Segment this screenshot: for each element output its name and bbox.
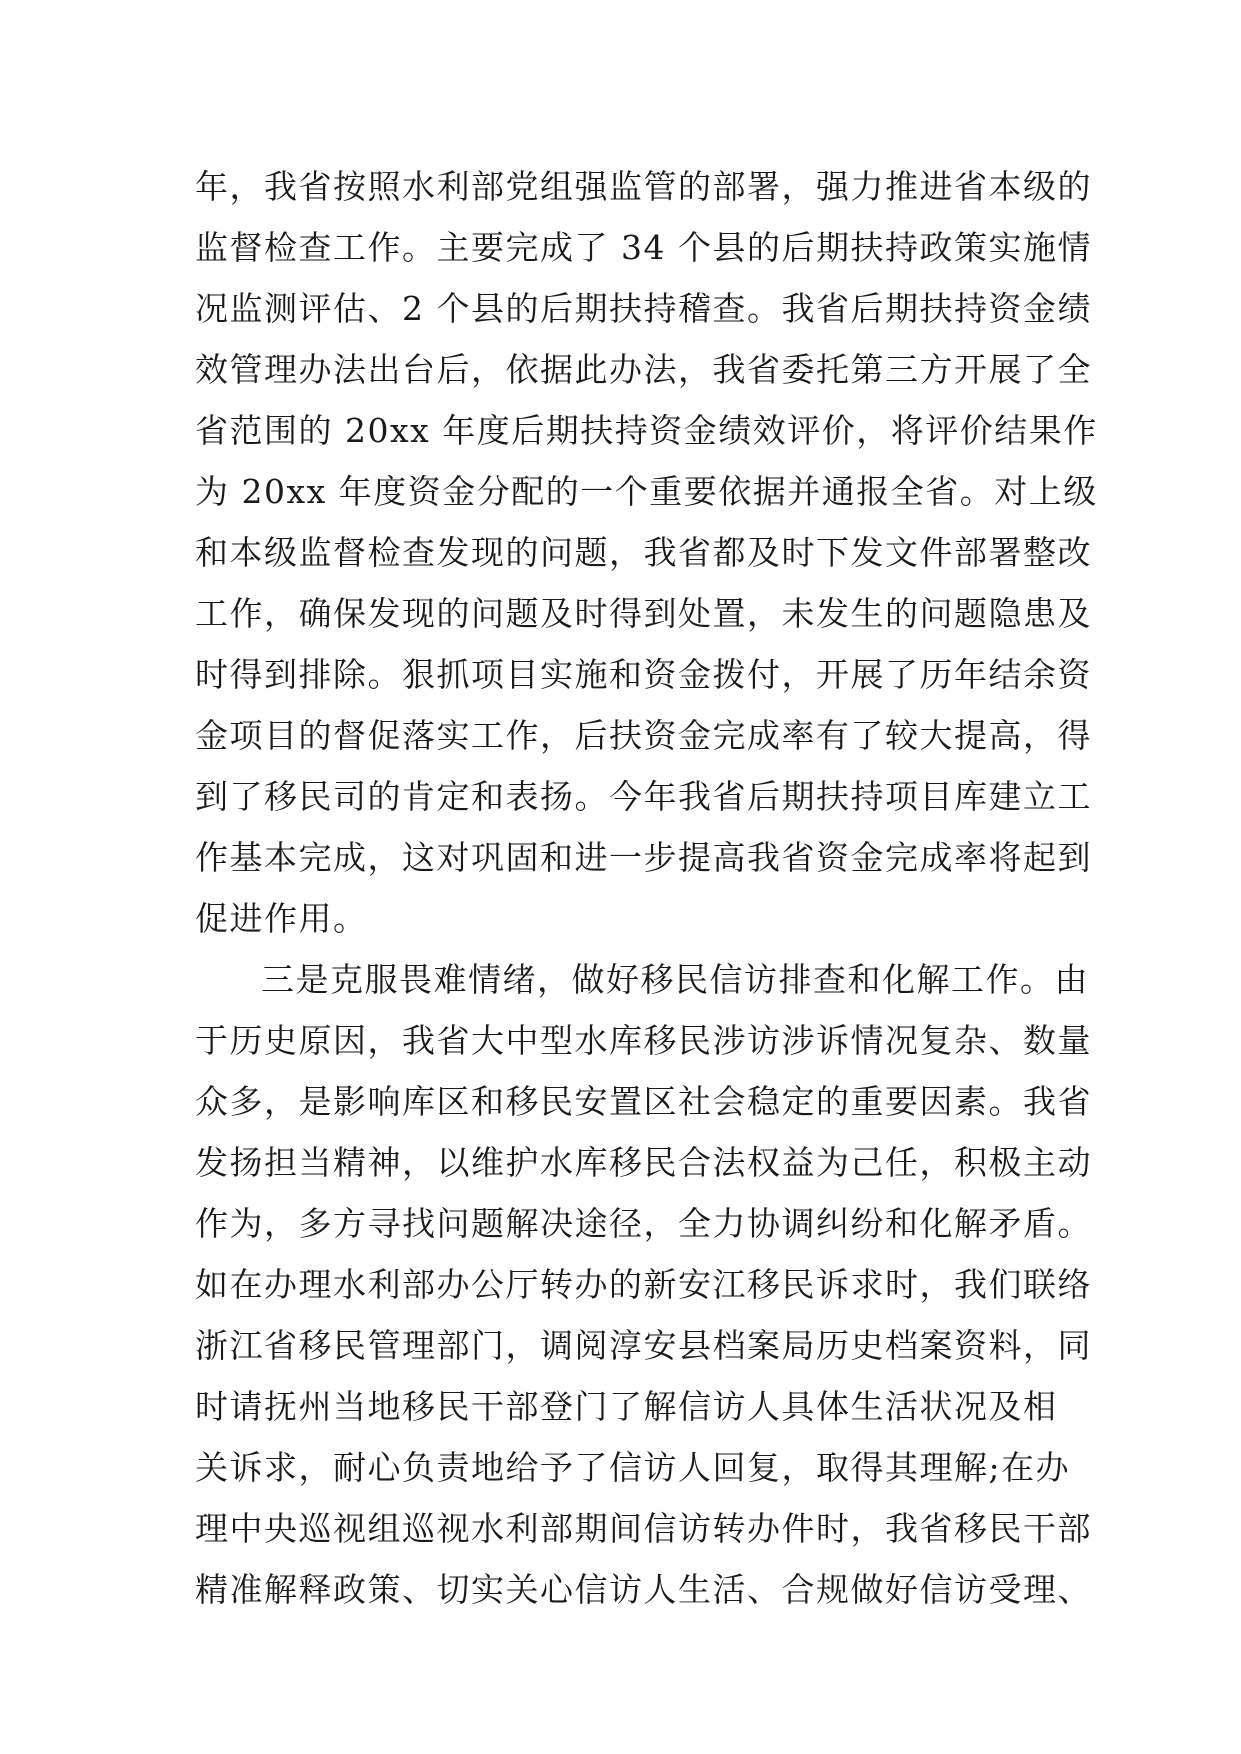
text-line: 促进作用。 bbox=[195, 899, 368, 938]
text-line: 关诉求，耐心负责地给予了信访人回复，取得其理解;在办 bbox=[195, 1448, 1071, 1487]
text-line: 和本级监督检查发现的问题，我省都及时下发文件部署整改 bbox=[195, 533, 1092, 572]
text-line: 作为，多方寻找问题解决途径，全力协调纠纷和化解矛盾。 bbox=[195, 1204, 1092, 1243]
text-line: 年，我省按照水利部党组强监管的部署，强力推进省本级的 bbox=[195, 167, 1092, 206]
paragraph-start-line: 三是克服畏难情绪，做好移民信访排查和化解工作。由 bbox=[261, 960, 1089, 999]
text-line: 于历史原因，我省大中型水库移民涉访涉诉情况复杂、数量 bbox=[195, 1021, 1092, 1060]
text-line: 效管理办法出台后，依据此办法，我省委托第三方开展了全 bbox=[195, 350, 1092, 389]
text-line: 时得到排除。狠抓项目实施和资金拨付，开展了历年结余资 bbox=[195, 655, 1092, 694]
text-line: 发扬担当精神，以维护水库移民合法权益为己任，积极主动 bbox=[195, 1143, 1092, 1182]
text-line: 时请抚州当地移民干部登门了解信访人具体生活状况及相 bbox=[195, 1387, 1058, 1426]
text-line: 金项目的督促落实工作，后扶资金完成率有了较大提高，得 bbox=[195, 716, 1092, 755]
text-line: 浙江省移民管理部门，调阅淳安县档案局历史档案资料，同 bbox=[195, 1326, 1092, 1365]
text-line: 省范围的 20xx 年度后期扶持资金绩效评价，将评价结果作 bbox=[195, 411, 1098, 450]
text-line: 如在办理水利部办公厅转办的新安江移民诉求时，我们联络 bbox=[195, 1265, 1092, 1304]
text-line: 众多，是影响库区和移民安置区社会稳定的重要因素。我省 bbox=[195, 1082, 1092, 1121]
text-line: 工作，确保发现的问题及时得到处置，未发生的问题隐患及 bbox=[195, 594, 1092, 633]
text-line: 况监测评估、2 个县的后期扶持稽查。我省后期扶持资金绩 bbox=[195, 289, 1092, 328]
text-line: 监督检查工作。主要完成了 34 个县的后期扶持政策实施情 bbox=[195, 228, 1092, 267]
text-line: 为 20xx 年度资金分配的一个重要依据并通报全省。对上级 bbox=[195, 472, 1098, 511]
text-line: 作基本完成，这对巩固和进一步提高我省资金完成率将起到 bbox=[195, 838, 1092, 877]
text-line: 精准解释政策、切实关心信访人生活、合规做好信访受理、 bbox=[195, 1570, 1092, 1609]
body-text bbox=[195, 156, 1098, 1620]
text-line: 到了移民司的肯定和表扬。今年我省后期扶持项目库建立工 bbox=[195, 777, 1092, 816]
text-line: 理中央巡视组巡视水利部期间信访转办件时，我省移民干部 bbox=[195, 1509, 1092, 1548]
